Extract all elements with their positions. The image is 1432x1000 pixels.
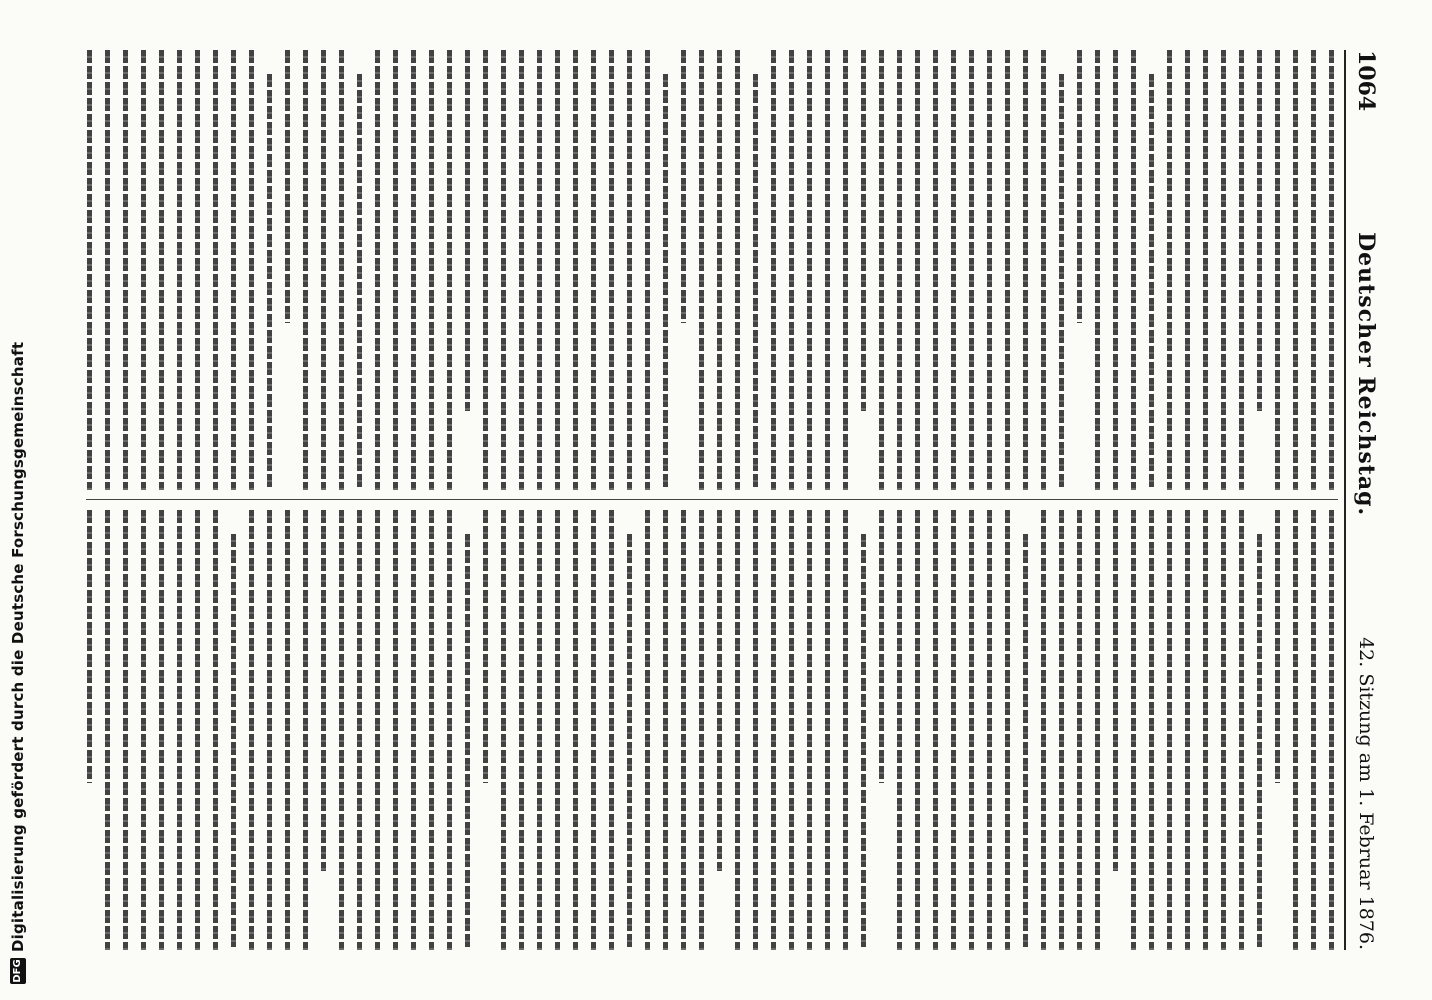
- text-line: [1329, 510, 1334, 950]
- text-line: [573, 50, 578, 490]
- text-line: [1113, 50, 1118, 490]
- text-line: [825, 50, 830, 490]
- text-line: [1203, 510, 1208, 950]
- text-line: [861, 50, 866, 411]
- text-line: [753, 510, 758, 950]
- text-line: [609, 510, 614, 950]
- text-line: [1077, 50, 1082, 323]
- text-line: [1275, 510, 1280, 783]
- text-line: [339, 510, 344, 950]
- text-line: [1077, 510, 1082, 950]
- text-line: [609, 50, 614, 490]
- text-line: [771, 50, 776, 490]
- text-line: [249, 510, 254, 950]
- text-line: [771, 510, 776, 950]
- text-line: [1095, 50, 1100, 490]
- text-line: [897, 50, 902, 490]
- text-line: [663, 510, 668, 950]
- text-line: [1239, 50, 1244, 490]
- text-line: [1041, 50, 1046, 490]
- text-line: [1149, 74, 1154, 490]
- text-line: [1131, 510, 1136, 950]
- text-line: [681, 50, 686, 323]
- text-line: [303, 50, 308, 490]
- text-line: [555, 50, 560, 490]
- text-line: [285, 510, 290, 950]
- text-line: [915, 510, 920, 950]
- text-line: [879, 510, 884, 783]
- text-line: [987, 50, 992, 490]
- text-line: [357, 74, 362, 490]
- text-line: [465, 50, 470, 411]
- text-line: [447, 510, 452, 950]
- text-line: [807, 50, 812, 490]
- text-line: [159, 50, 164, 490]
- text-column-right: [86, 510, 1334, 950]
- text-line: [501, 510, 506, 950]
- text-line: [429, 50, 434, 490]
- text-line: [807, 510, 812, 950]
- text-line: [1041, 510, 1046, 950]
- text-line: [1293, 50, 1298, 490]
- text-line: [969, 50, 974, 490]
- text-line: [717, 510, 722, 871]
- text-line: [231, 50, 236, 490]
- text-line: [537, 510, 542, 950]
- text-line: [519, 510, 524, 950]
- text-line: [321, 50, 326, 490]
- text-line: [177, 50, 182, 490]
- text-line: [591, 510, 596, 950]
- text-line: [1257, 50, 1262, 411]
- text-line: [1167, 510, 1172, 950]
- text-line: [1059, 74, 1064, 490]
- text-line: [1167, 50, 1172, 490]
- text-line: [195, 50, 200, 490]
- text-line: [1239, 510, 1244, 950]
- text-line: [1275, 50, 1280, 490]
- text-line: [843, 50, 848, 490]
- text-line: [393, 510, 398, 950]
- text-line: [933, 50, 938, 490]
- text-line: [447, 50, 452, 490]
- text-line: [267, 510, 272, 950]
- text-line: [321, 510, 326, 871]
- text-line: [627, 50, 632, 490]
- text-line: [1023, 50, 1028, 490]
- text-line: [933, 510, 938, 950]
- dfg-logo-icon: DFG: [10, 958, 26, 984]
- text-line: [753, 74, 758, 490]
- text-line: [1005, 510, 1010, 950]
- column-divider: [86, 499, 1338, 500]
- text-line: [1311, 50, 1316, 490]
- text-line: [141, 510, 146, 950]
- text-line: [177, 510, 182, 950]
- text-line: [483, 510, 488, 783]
- page-number: 1064: [1353, 50, 1379, 112]
- text-line: [555, 510, 560, 950]
- text-line: [735, 510, 740, 950]
- text-line: [1113, 510, 1118, 871]
- text-line: [375, 510, 380, 950]
- text-line: [1203, 50, 1208, 490]
- text-line: [1293, 510, 1298, 950]
- text-line: [789, 510, 794, 950]
- text-line: [195, 510, 200, 950]
- text-line: [699, 50, 704, 490]
- text-line: [951, 50, 956, 490]
- text-line: [1221, 50, 1226, 490]
- text-line: [573, 510, 578, 950]
- text-line: [501, 50, 506, 490]
- text-line: [339, 50, 344, 490]
- text-line: [645, 510, 650, 950]
- text-line: [1059, 510, 1064, 950]
- text-line: [1221, 510, 1226, 950]
- text-line: [987, 510, 992, 950]
- text-line: [645, 50, 650, 490]
- text-line: [1005, 50, 1010, 490]
- text-line: [897, 510, 902, 950]
- text-line: [87, 510, 92, 783]
- text-line: [429, 510, 434, 950]
- text-line: [1023, 534, 1028, 950]
- text-line: [465, 534, 470, 950]
- text-line: [483, 50, 488, 490]
- text-line: [249, 50, 254, 490]
- text-line: [105, 510, 110, 950]
- text-line: [717, 50, 722, 490]
- dfg-digitization-credit: [6, 4, 30, 984]
- text-line: [735, 50, 740, 490]
- text-line: [591, 50, 596, 490]
- text-line: [1329, 50, 1334, 490]
- credit-text: Digitalisierung gefördert durch die Deutsche Forschungsgemeinschaft: [9, 341, 27, 952]
- text-line: [1257, 534, 1262, 950]
- text-line: [213, 510, 218, 950]
- text-line: [789, 50, 794, 490]
- text-line: [411, 510, 416, 950]
- text-line: [699, 510, 704, 950]
- text-line: [969, 510, 974, 950]
- text-line: [357, 510, 362, 950]
- text-line: [951, 510, 956, 950]
- text-line: [285, 50, 290, 323]
- text-line: [1095, 510, 1100, 950]
- text-line: [1149, 510, 1154, 950]
- session-date: 42. Sitzung am 1. Februar 1876.: [1355, 637, 1377, 950]
- text-line: [375, 50, 380, 490]
- text-line: [123, 50, 128, 490]
- text-line: [123, 510, 128, 950]
- text-line: [1311, 510, 1316, 950]
- text-line: [1185, 510, 1190, 950]
- text-line: [1185, 50, 1190, 490]
- rotated-page-area: [36, 0, 1432, 1000]
- text-line: [681, 510, 686, 950]
- text-line: [303, 510, 308, 950]
- text-line: [267, 74, 272, 490]
- printed-page: [74, 30, 1394, 970]
- text-line: [231, 534, 236, 950]
- text-line: [141, 50, 146, 490]
- publication-title: Deutscher Reichstag.: [1353, 232, 1379, 517]
- text-line: [105, 50, 110, 490]
- text-line: [159, 510, 164, 950]
- text-line: [663, 74, 668, 490]
- page-header: [1344, 50, 1386, 950]
- text-line: [213, 50, 218, 490]
- text-line: [825, 510, 830, 950]
- text-line: [393, 50, 398, 490]
- text-line: [915, 50, 920, 490]
- text-line: [537, 50, 542, 490]
- text-line: [861, 534, 866, 950]
- text-line: [519, 50, 524, 490]
- text-line: [411, 50, 416, 490]
- text-line: [627, 534, 632, 950]
- text-line: [1131, 50, 1136, 490]
- text-line: [879, 50, 884, 490]
- text-column-left: [86, 50, 1334, 490]
- text-line: [87, 50, 92, 490]
- text-line: [843, 510, 848, 950]
